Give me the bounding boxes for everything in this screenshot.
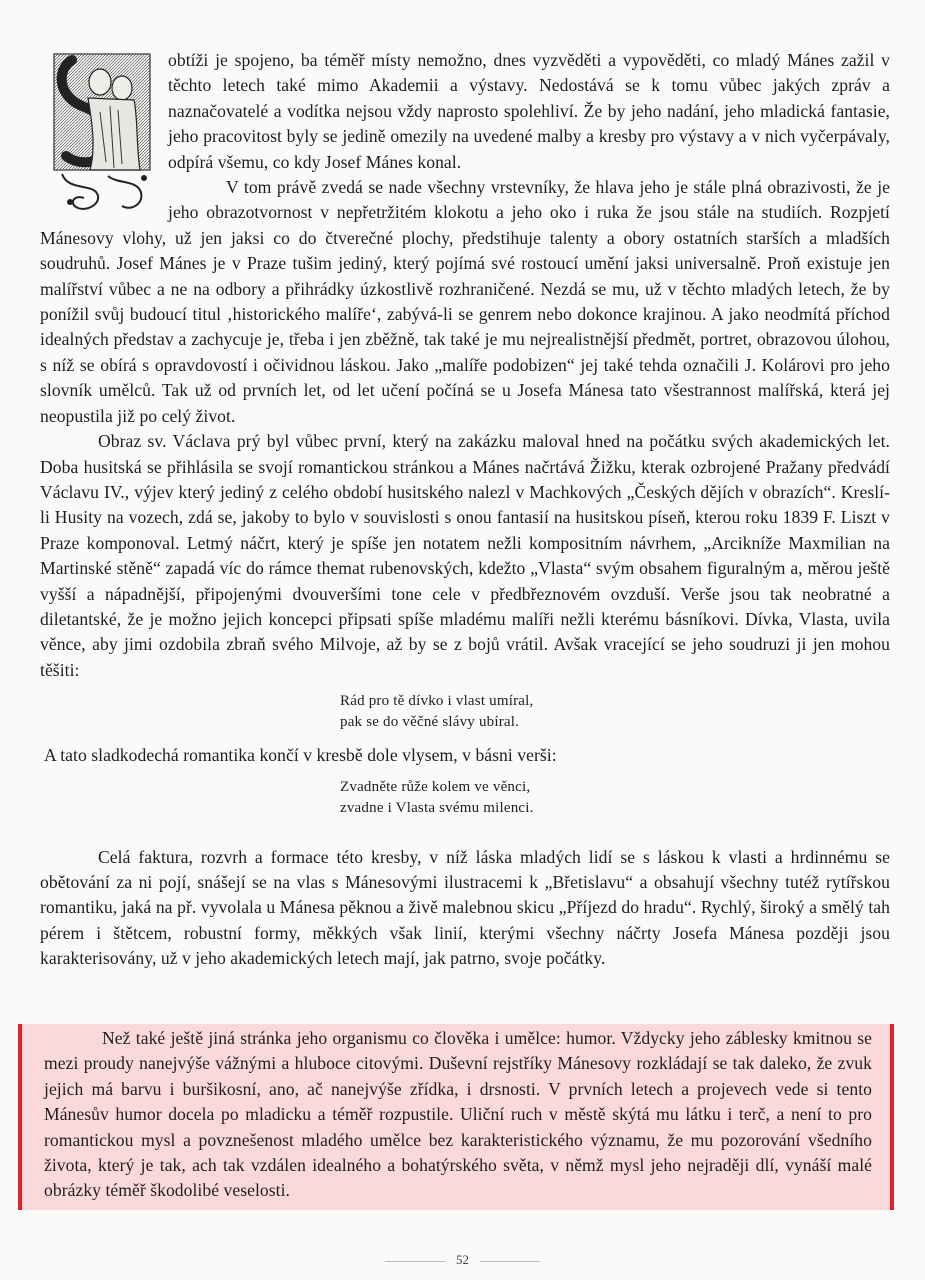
decorated-initial [48, 52, 158, 220]
verse-2-line-2: zvadne i Vlasta svému milenci. [340, 799, 534, 816]
verse-1-line-2: pak se do věčné slávy ubíral. [340, 714, 520, 731]
page-number: 52 [456, 1252, 469, 1267]
paragraph-2: V tom právě zvedá se nade všechny vrstevníky, že hlava jeho je stále plná obrazivosti, že je jeho obrazotvornost v nepřetržitém klokotu a jeho oko i ruka že jsou stále na studiích. Rozpjetí Mánesovy vlohy, už jen jaksi co do čtverečné plochy, předstihuje talenty a obory ostatních starších a mladších soudruhů. Josef Mánes je v Praze tušim jediný, který pojímá své rostoucí umění jaksi universalně. Proň existuje jen malířství vůbec a ne na odbory a přihrádky úzkostlivě rozhraničené. Nezdá se mu, už v těchto mladých letech, že by ponížil svůj budoucí titul ‚historického malíře‘, zabývá-li se genrem nebo dokonce krajinou. A jako neodmítá příchod idealných představ a zachycuje je, třeba i jen zběžně, tak také je mu nejrealistnější předmět, portret, obrazovou úlohou, s níž se obírá s opravdovostí i očividnou láskou. Jako „malíře podobizen“ jej také tehda označili J. Kolárovi pro jeho slovník umělců. Tak už od prvních let, od let učení počíná se u Josefa Mánesa tato všestrannost malířská, která jej neopustila již po celý život. [40, 177, 890, 426]
paragraph-5: Celá faktura, rozvrh a formace této kresby, v níž láska mladých lidí se s láskou k vlasti a hrdinnému se obětování za ni pojí, snášejí se na vlas s Mánesovými ilustracemi k „Břetislavu“ a obsahují všechny tutéž rytířskou romantiku, jaká na př. vyvolala u Mánesa pěknou a živě malebnou skicu „Příjezd do hradu“. Rychlý, široký a smělý tah pérem i štětcem, robustní formy, měkkých však linií, kterými všechny náčrty Josefa Mánesa později jsou karakterisovány, už v jeho akademických letech mají, jak patrno, svoje počátky. [40, 846, 890, 969]
text-column [40, 48, 890, 972]
paragraph-6: Než také ještě jiná stránka jeho organismu co člověka i umělce: humor. Vždycky jeho záblesky kmitnou se mezi proudy nanejvýše vážnými a hluboce citovými. Duševní rejstříky Mánesovy rozkládají se tak daleko, že zvuk jejich má barvu i buršikosní, ano, ač nanejvýše zřídka, i drsnosti. V prvních letech a projevech vede si tento Mánesův humor docela po mladicku a téměř rozpustile. Uliční ruch v městě skýtá mu látku i terč, a není to pro romantickou mysl a povznešenost mladého umělce bez karakteristického významu, že mu pozorování všedního života, který je tak, ach tak vzdálen idealného a bohatýrského světa, v němž mysl jeho nejraději dlí, vynáší malé obrázky téměř škodolibé veselosti. [44, 1028, 872, 1201]
paragraph-3: Obraz sv. Václava prý byl vůbec první, který na zakázku maloval hned na počátku svých akademických let. Doba husitská se přihlásila se svojí romantickou stránkou a Mánes načrtává Žižku, kterak ozbrojené Pražany předvádí Václavu IV., výjev který jediný z celého období husitského nalezl v Machkových „Českých dějích v obrazích“. Kreslí-li Husity na vozech, zdá se, jakoby to bylo v souvislosti s onou fantasií na husitskou píseň, kterou roku 1839 F. Liszt v Praze komponoval. Letmý náčrt, který je spíše jen notatem nežli kompositním návrhem, „Arcikníže Maxmilian na Martinské stěně“ zapadá víc do rámce themat rubenovských, kdežto „Vlasta“ svým obsahem figuralným a, měrou ještě vyšší a nápadnější, připojenými dvouveršími tone cele v předbřeznovém ovzduší. Verše jsou tak neobratné a diletantské, že je možno jejich koncepci připsati spíše mladému malíři nežli kterému básníkovi. Dívka, Vlasta, uvila věnce, aby jimi ozdobila zbraň svého Milvoje, až by se z bojů vrátil. Avšak vracející se jeho soudruzi ji jen mohou těšiti: [40, 431, 890, 680]
footer-rule-right [480, 1261, 540, 1262]
paragraph-4: A tato sladkodechá romantika končí v kresbě dole vlysem, v básni verši: [44, 745, 557, 766]
verse-2-line-1: Zvadněte růže kolem ve věnci, [340, 778, 531, 795]
footer-rule-left [385, 1261, 445, 1262]
highlighted-paragraph-box[interactable] [18, 1024, 894, 1210]
verse-1 [340, 691, 890, 733]
page-footer [0, 1252, 925, 1268]
verse-1-line-1: Rád pro tě dívko i vlast umíral, [340, 693, 534, 710]
verse-2 [340, 777, 890, 819]
paragraph-1: obtíži je spojeno, ba téměř místy nemožno, dnes vyzvěděti a vypověděti, co mladý Mánes zažil v těchto letech také mimo Akademii a výstavy. Nedostává se k tomu vůbec jakých zpráv a naznačovatelé a vodítka nejsou vždy naprosto spolehliví. Že by jeho nadání, jeho mladická fantasie, jeho pracovitost byly se jedině omezily na uvedené malby a kresby pro výstavy a v nich vyčerpávaly, odpírá všemu, co kdy Josef Mánes konal. [168, 50, 890, 172]
initial-s-illustration-icon [48, 52, 158, 220]
